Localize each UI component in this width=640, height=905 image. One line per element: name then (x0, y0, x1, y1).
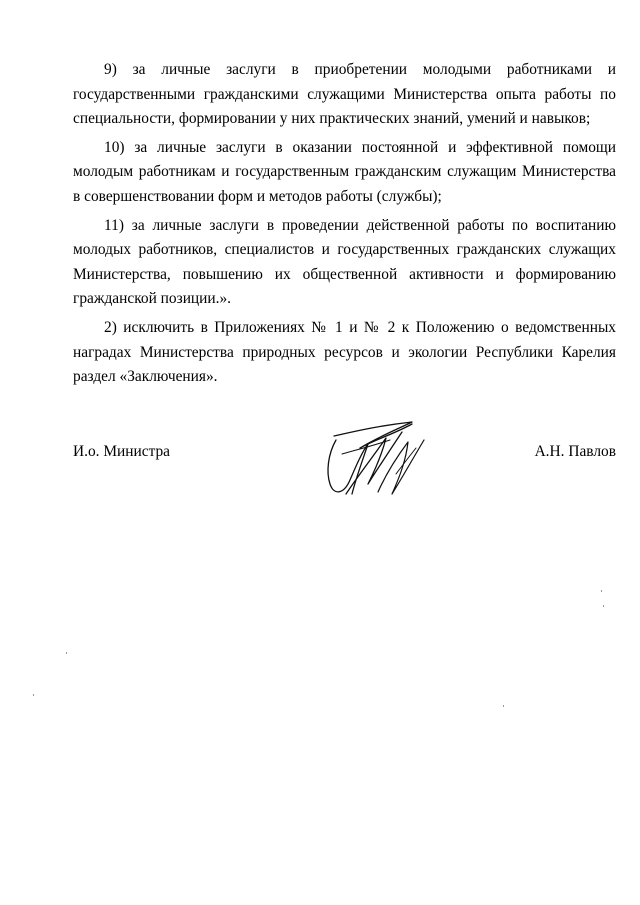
paragraph-item-9: 9) за личные заслуги в приобретении молодыми работниками и государственными гражданскими служащими Министерства опыта работы по специальности, формировании у них практических знаний, умений и навыков; (73, 61, 616, 128)
signatory-title: И.о. Министра (73, 443, 171, 460)
scan-speck (33, 694, 34, 696)
scan-speck (603, 605, 604, 607)
document-body (73, 58, 616, 394)
scan-speck (66, 652, 67, 654)
paragraph-item-10: 10) за личные заслуги в оказании постоянной и эффективной помощи молодым работникам и государственным гражданским служащим Министерства в совершенствовании форм и методов работы (службы); (73, 138, 616, 205)
scan-speck (601, 590, 602, 592)
handwritten-signature (316, 414, 436, 514)
signatory-name: А.Н. Павлов (534, 443, 616, 460)
paragraph-item-11: 11) за личные заслуги в проведении действенной работы по воспитанию молодых работников, специалистов и государственных гражданских служащих Министерства, повышению их общественной активности и формированию гражданской позиции.». (73, 216, 616, 308)
paragraph-amendment-2: 2) исключить в Приложениях № 1 и № 2 к Положению о ведомственных наградах Министерства природных ресурсов и экологии Республики Карелия раздел «Заключения». (73, 318, 616, 386)
scan-speck (503, 705, 504, 707)
